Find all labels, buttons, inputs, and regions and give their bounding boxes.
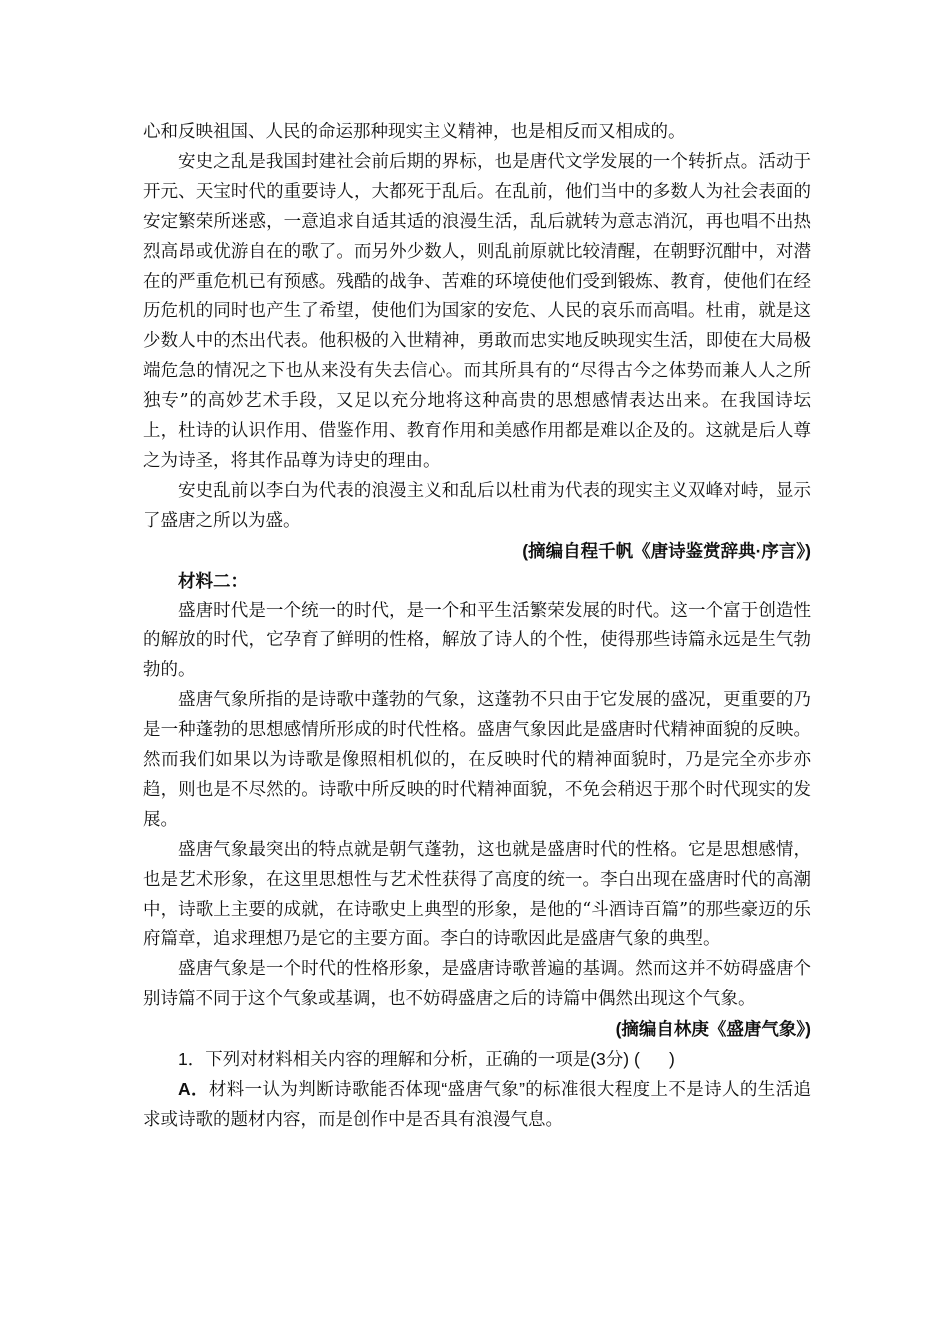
question-1-option-a[interactable] xyxy=(143,1075,811,1135)
question-1-stem xyxy=(143,1045,811,1075)
material2-paragraph-4: 盛唐气象是一个时代的性格形象，是盛唐诗歌普遍的基调。然而这并不妨碍盛唐个别诗篇不同于这个气象或基调，也不妨碍盛唐之后的诗篇中偶然出现这个气象。 xyxy=(143,959,811,1010)
option-a-text: 材料一认为判断诗歌能否体现“盛唐气象”的标准很大程度上不是诗人的生活追求或诗歌的题材内容，而是创作中是否具有浪漫气息。 xyxy=(143,1079,812,1129)
material1-source: (摘编自程千帆《唐诗鉴赏辞典·序言》) xyxy=(522,540,811,561)
material1-paragraph-0: 心和反映祖国、人民的命运那种现实主义精神，也是相反而又相成的。 xyxy=(143,122,686,142)
question-1-text: 1．下列对材料相关内容的理解和分析，正确的一项是(3分) ( xyxy=(178,1049,640,1070)
question-1-close: ) xyxy=(669,1049,675,1070)
material2-paragraph-2: 盛唐气象所指的是诗歌中蓬勃的气象，这蓬勃不只由于它发展的盛况，更重要的乃是一种蓬勃的思想感情所形成的时代性格。盛唐气象因此是盛唐时代精神面貌的反映。然而我们如果以为诗歌是像照相机似的，在反映时代的精神面貌时，乃是完全亦步亦趋，则也是不尽然的。诗歌中所反映的时代精神面貌，不免会稍迟于那个时代现实的发展。 xyxy=(143,690,811,830)
option-a-letter: A． xyxy=(178,1079,209,1099)
material2-paragraph-3: 盛唐气象最突出的特点就是朝气蓬勃，这也就是盛唐时代的性格。它是思想感情，也是艺术形象，在这里思想性与艺术性获得了高度的统一。李白出现在盛唐时代的高潮中，诗歌上主要的成就，在诗歌史上典型的形象，是他的“斗酒诗百篇”的那些豪迈的乐府篇章，追求理想乃是它的主要方面。李白的诗歌因此是盛唐气象的典型。 xyxy=(143,839,811,950)
material2-paragraph-1: 盛唐时代是一个统一的时代，是一个和平生活繁荣发展的时代。这一个富于创造性的解放的时代，它孕育了鲜明的性格，解放了诗人的个性，使得那些诗篇永远是生气勃勃的。 xyxy=(143,600,811,681)
material2-source: (摘编自林庚《盛唐气象》) xyxy=(615,1019,811,1040)
material2-heading: 材料二： xyxy=(178,570,248,591)
material1-paragraph-2: 安史乱前以李白为代表的浪漫主义和乱后以杜甫为代表的现实主义双峰对峙，显示了盛唐之所以为盛。 xyxy=(143,480,811,531)
material1-paragraph-1: 安史之乱是我国封建社会前后期的界标，也是唐代文学发展的一个转折点。活动于开元、天宝时代的重要诗人，大都死于乱后。在乱前，他们当中的多数人为社会表面的安定繁荣所迷惑，一意追求自适其适的浪漫生活，乱后就转为意志消沉，再也唱不出热烈高昂或优游自在的歌了。而另外少数人，则乱前原就比较清醒，在朝野沉酣中，对潜在的严重危机已有预感。残酷的战争、苦难的环境使他们受到锻炼、教育，使他们在经历危机的同时也产生了希望，使他们为国家的安危、人民的哀乐而高唱。杜甫，就是这少数人中的杰出代表。他积极的入世精神，勇敢而忠实地反映现实生活，即使在大局极端危急的情况之下也从来没有失去信心。而其所具有的“尽得古今之体势而兼人人之所独专”的高妙艺术手段，又足以充分地将这种高贵的思想感情表达出来。在我国诗坛上，杜诗的认识作用、借鉴作用、教育作用和美感作用都是难以企及的。这就是后人尊之为诗圣，将其作品尊为诗史的理由。 xyxy=(143,151,811,471)
answer-blank[interactable] xyxy=(640,1049,669,1069)
document-page xyxy=(143,118,811,1135)
